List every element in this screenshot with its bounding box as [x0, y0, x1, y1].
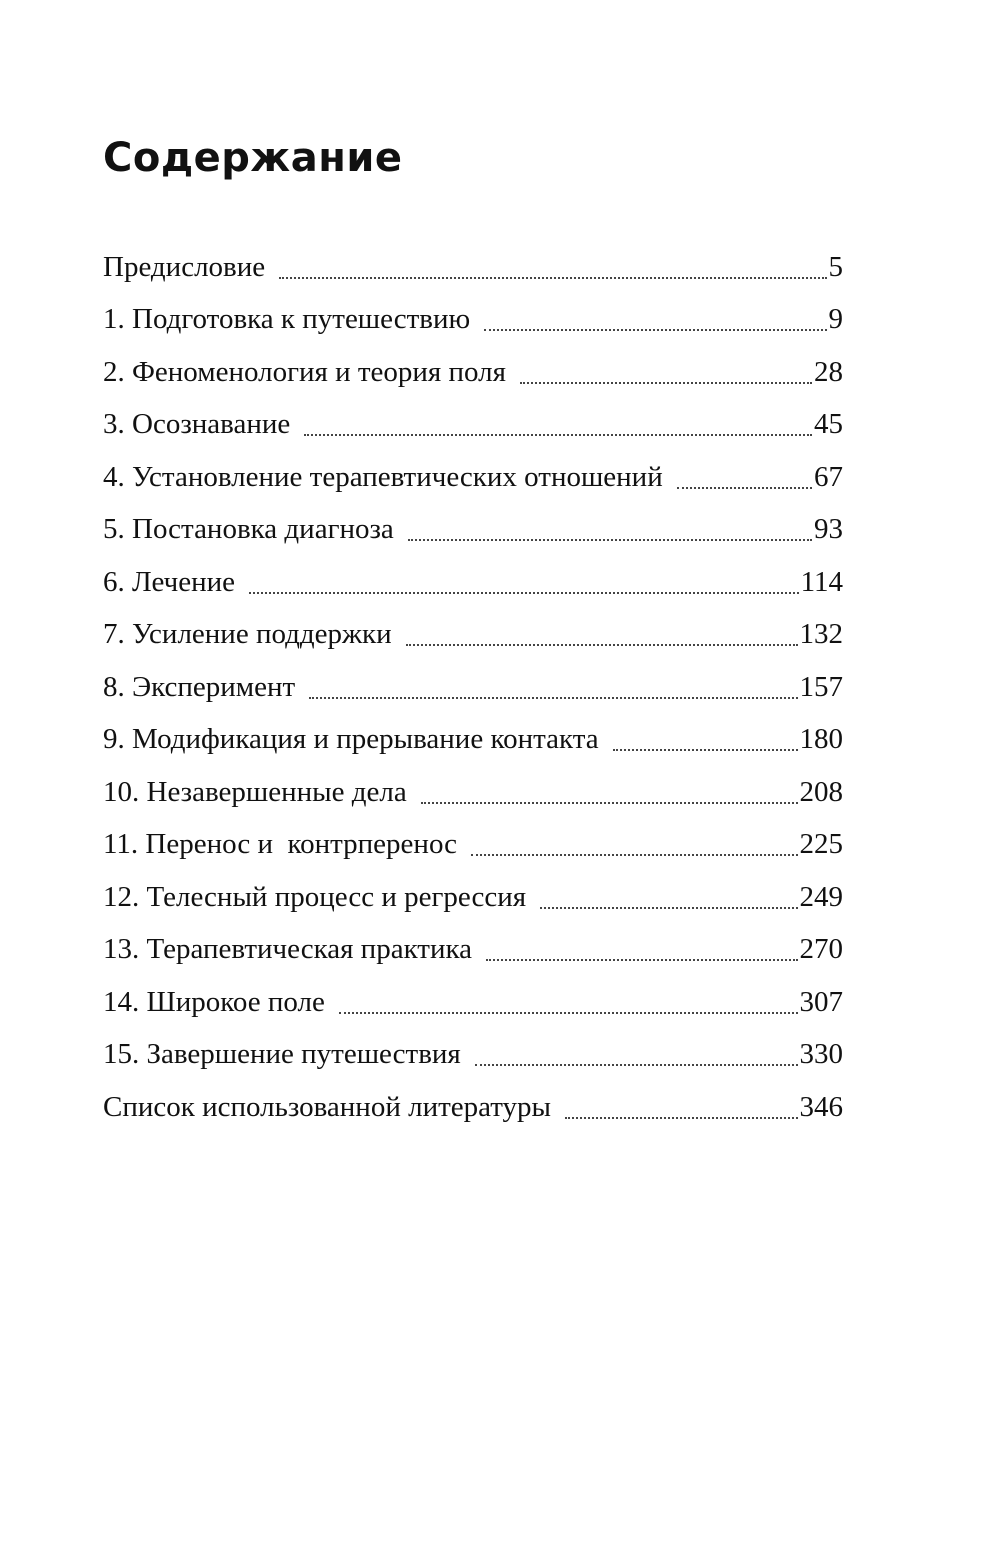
toc-page-number: 45	[814, 408, 843, 440]
toc-entry	[103, 608, 843, 661]
toc-entry-title: 5. Постановка диагноза	[103, 513, 394, 545]
toc-page-number: 157	[799, 670, 843, 703]
toc-entry-title: Список использованной литературы	[103, 1090, 552, 1123]
toc-entry	[103, 923, 843, 976]
toc-entry-title: 12. Телесный процесс и регрессия	[103, 880, 527, 913]
dot-leader	[279, 277, 826, 279]
dot-leader	[613, 749, 798, 751]
toc-page-number: 249	[799, 880, 843, 913]
toc-entry-title: 11. Перенос и контрперенос	[103, 828, 458, 860]
toc-page-number: 93	[814, 513, 843, 545]
dot-leader	[421, 802, 798, 804]
toc-entry	[103, 660, 843, 713]
toc-entry	[103, 345, 843, 398]
toc-entry-title: 1. Подготовка к путешествию	[103, 303, 471, 335]
toc-page-number: 9	[828, 303, 843, 335]
toc-entry	[103, 713, 843, 766]
dot-leader	[309, 697, 797, 699]
toc-entry	[103, 503, 843, 556]
toc-entry	[103, 1028, 843, 1081]
dot-leader	[475, 1064, 798, 1066]
toc-page-number: 5	[828, 250, 843, 283]
dot-leader	[540, 907, 797, 909]
dot-leader	[339, 1012, 798, 1014]
toc-page-number: 270	[799, 933, 843, 965]
toc-entry-title: 15. Завершение путешествия	[103, 1038, 461, 1070]
toc-entry	[103, 555, 843, 608]
dot-leader	[471, 854, 797, 856]
toc-page-number: 28	[814, 355, 843, 388]
toc-entry	[103, 450, 843, 503]
toc-page-number: 114	[800, 565, 843, 598]
toc-entry-title: Предисловие	[103, 250, 266, 283]
dot-leader	[565, 1117, 797, 1119]
dot-leader	[408, 539, 812, 541]
toc-page-number: 132	[799, 618, 843, 650]
toc-entry	[103, 765, 843, 818]
toc-entry	[103, 818, 843, 871]
toc-entry	[103, 293, 843, 346]
toc-entry	[103, 240, 843, 293]
page-title: Содержание	[103, 135, 403, 181]
toc-page-number: 180	[799, 723, 843, 755]
toc-entry-title: 3. Осознавание	[103, 408, 291, 440]
toc-entry-title: 4. Установление терапевтических отношений	[103, 460, 663, 493]
toc-entry-title: 2. Феноменология и теория поля	[103, 355, 506, 388]
table-of-contents	[103, 240, 843, 1133]
toc-page-number: 330	[799, 1038, 843, 1070]
dot-leader	[249, 592, 799, 594]
toc-entry-title: 8. Эксперимент	[103, 670, 296, 703]
toc-entry	[103, 1080, 843, 1133]
toc-entry	[103, 870, 843, 923]
toc-entry	[103, 398, 843, 451]
toc-entry-title: 13. Терапевтическая практика	[103, 933, 472, 965]
dot-leader	[304, 434, 812, 436]
toc-page-number: 208	[799, 775, 843, 808]
toc-entry	[103, 975, 843, 1028]
toc-page-number: 307	[799, 985, 843, 1018]
toc-page-number: 346	[799, 1090, 843, 1123]
toc-page-number: 225	[799, 828, 843, 860]
dot-leader	[677, 487, 812, 489]
dot-leader	[484, 329, 826, 331]
dot-leader	[406, 644, 798, 646]
toc-entry-title: 6. Лечение	[103, 565, 235, 598]
toc-entry-title: 10. Незавершенные дела	[103, 775, 407, 808]
toc-entry-title: 14. Широкое поле	[103, 985, 325, 1018]
toc-entry-title: 9. Модификация и прерывание контакта	[103, 723, 599, 755]
dot-leader	[486, 959, 798, 961]
toc-page-number: 67	[814, 460, 843, 493]
toc-entry-title: 7. Усиление поддержки	[103, 618, 392, 650]
dot-leader	[520, 382, 812, 384]
